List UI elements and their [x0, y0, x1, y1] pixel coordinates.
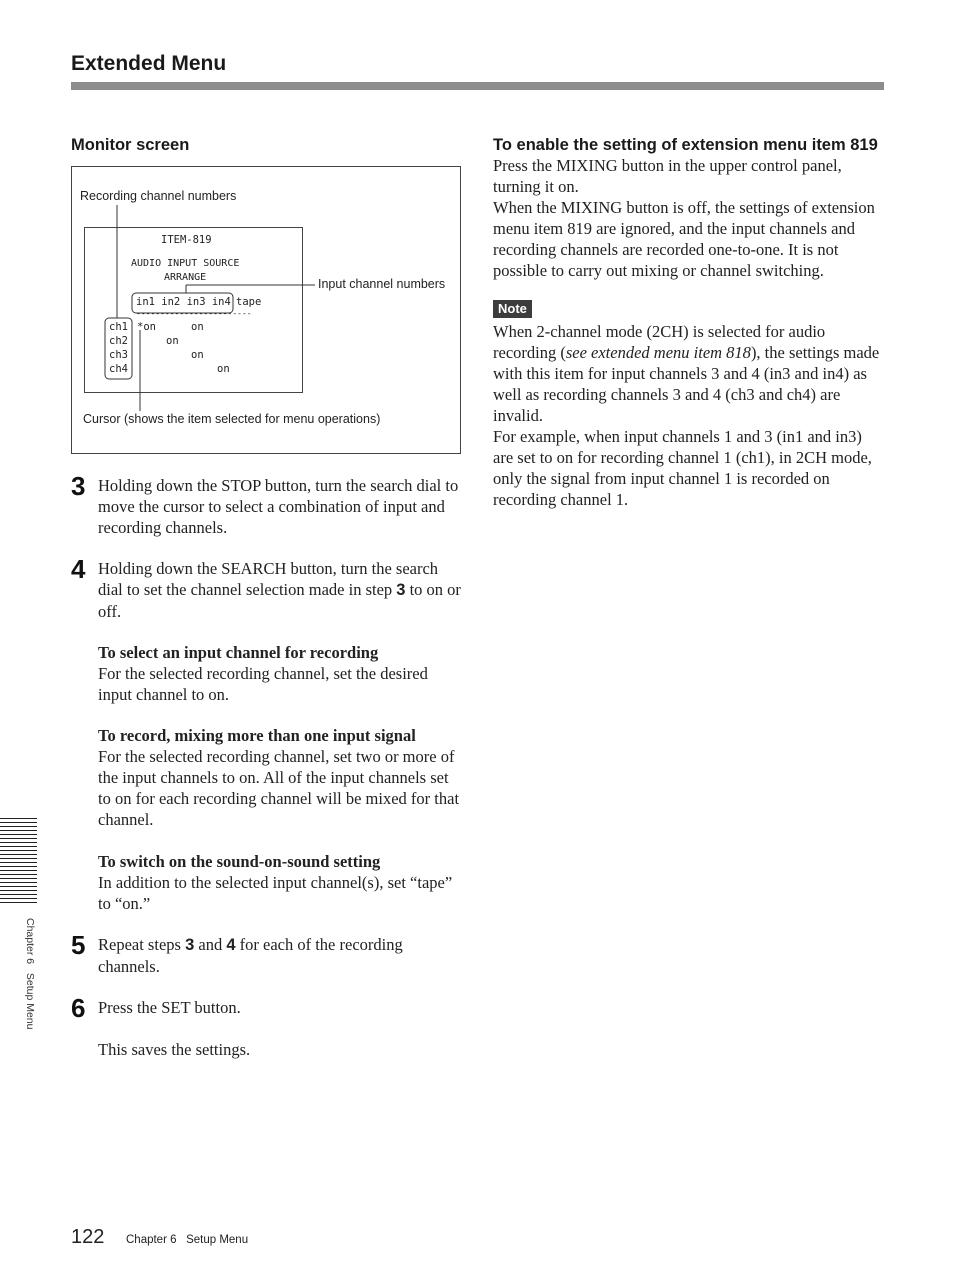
screen-tape: tape: [236, 296, 262, 308]
step-text: Holding down the STOP button, turn the search dial to move the cursor to select a combination of input and recording channels.: [98, 476, 459, 537]
screen-row-ch2: ch2: [109, 335, 128, 347]
label-cursor: Cursor (shows the item selected for menu operations): [83, 412, 381, 426]
step-number: 3: [71, 471, 86, 501]
subsection-heading: To select an input channel for recording: [98, 643, 379, 662]
page-header-title: Extended Menu: [71, 52, 227, 75]
subsection-body: In addition to the selected input channel(s), set “tape” to “on.”: [98, 873, 453, 913]
screen-item-number: ITEM-819: [161, 234, 212, 246]
label-recording-channel-numbers: Recording channel numbers: [80, 189, 237, 203]
subsection-body: For the selected recording channel, set the desired input channel to on.: [98, 664, 428, 704]
screen-row-ch3-value: on: [191, 349, 204, 361]
right-column: [493, 133, 885, 510]
step-number: 6: [71, 993, 86, 1023]
section-heading: To enable the setting of extension menu item 819: [493, 136, 878, 154]
screen-row-ch3: ch3: [109, 349, 128, 361]
subsection-body: For the selected recording channel, set two or more of the input channels to on. All of the input channels set to on for each recording channel will be mixed for that channel.: [98, 747, 460, 829]
step-number: 4: [71, 554, 86, 584]
page-number: 122: [71, 1226, 105, 1248]
monitor-screen-heading: Monitor screen: [71, 136, 190, 154]
screen-row-ch4-value: on: [217, 363, 230, 375]
subsection-heading: To switch on the sound-on-sound setting: [98, 852, 381, 871]
screen-row-ch1-cursor: *on: [137, 321, 156, 333]
screen-row-ch1: ch1: [109, 321, 128, 333]
note-badge: Note: [493, 300, 532, 318]
screen-row-ch2-value: on: [166, 335, 179, 347]
paragraph: When the MIXING button is off, the settings of extension menu item 819 are ignored, and the input channels and recording channels are recorded one-to-one. It is not possible to carry out mixing or channel switching.: [493, 198, 875, 280]
note-paragraph-example: For example, when input channels 1 and 3 (in1 and in3) are set to on for recording channel 1 (ch1), in 2CH mode, only the signal from input channel 1 is recorded on recording channel 1.: [493, 427, 872, 509]
step-text-result: This saves the settings.: [98, 1040, 251, 1059]
note-italic-ref: see extended menu item 818: [565, 343, 751, 362]
screen-row-ch4: ch4: [109, 363, 128, 375]
note-paragraph: When 2-channel mode (2CH) is selected for audio recording (see extended menu item 818), the settings made with this item for input channels 3 and 4 (in3 and in4) as well as recording channels 3 and 4 (ch3 and ch4) are invalid.: [493, 322, 880, 425]
chapter-side-label: Chapter 6 Setup Menu: [24, 918, 36, 1030]
step-text: Holding down the SEARCH button, turn the search dial to set the channel selection made in step 3 to on or off.: [98, 559, 461, 621]
label-input-channel-numbers: Input channel numbers: [318, 277, 446, 291]
screen-line2: ARRANGE: [164, 272, 207, 283]
step-ref: 3: [396, 581, 406, 599]
subsection-heading: To record, mixing more than one input signal: [98, 726, 416, 745]
step-text: Press the SET button.: [98, 998, 241, 1017]
screen-row-ch1-tape: on: [191, 321, 204, 333]
chapter-index-ticks: [0, 818, 37, 906]
step-text: Repeat steps 3 and 4 for each of the recording channels.: [98, 935, 403, 976]
step-number: 5: [71, 930, 86, 960]
screen-line1: AUDIO INPUT SOURCE: [131, 258, 240, 269]
screen-input-channels: in1 in2 in3 in4: [136, 296, 231, 308]
paragraph: Press the MIXING button in the upper control panel, turning it on.: [493, 156, 842, 196]
footer-chapter: Chapter 6 Setup Menu: [126, 1234, 249, 1246]
note-block: [493, 300, 885, 318]
screen-underline: ------------------------: [136, 309, 252, 318]
